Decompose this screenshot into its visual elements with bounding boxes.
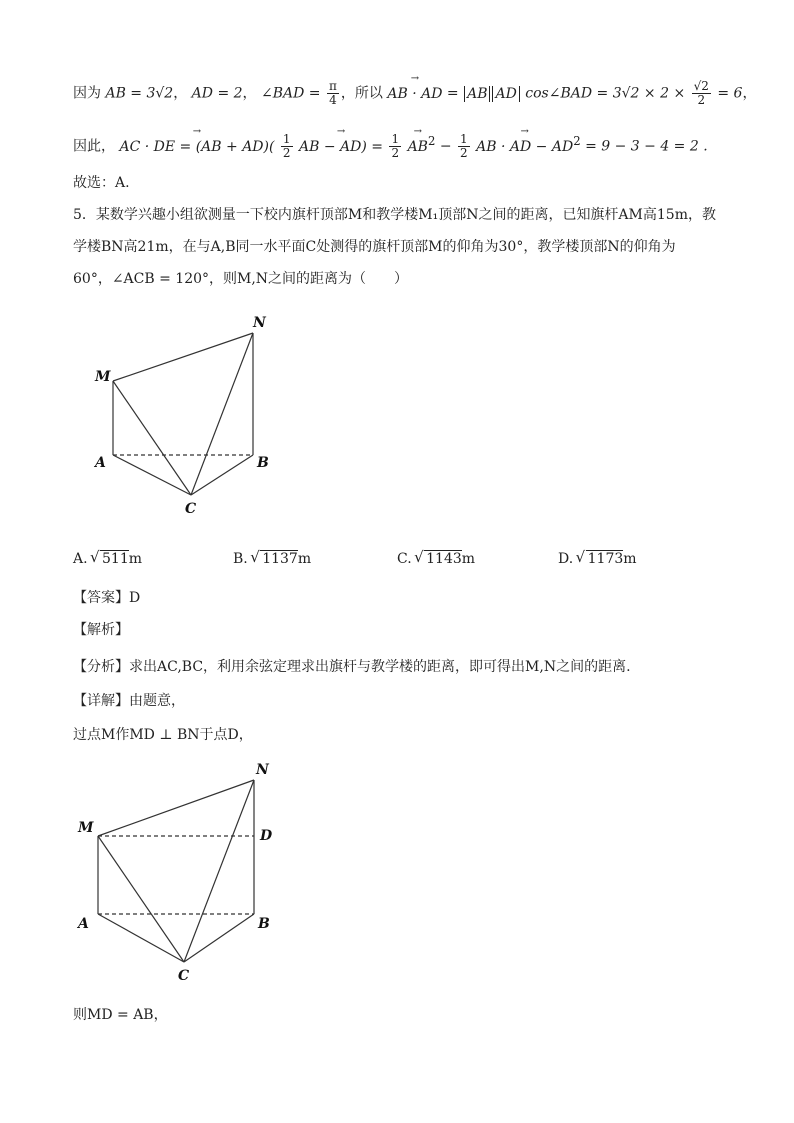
math-ad: AD = 2 [191,85,243,102]
edge-mn [98,780,254,836]
label-b: B [257,455,269,471]
label-m: M [78,820,94,836]
analysis-tag: 【解析】 [73,622,129,638]
text: 因为 [73,85,101,102]
solution-line-2 [73,133,708,160]
choice-b[interactable] [233,550,311,567]
frac-den: 2 [697,93,706,107]
choice-value: √ 1137 [260,550,298,567]
edge-nc [184,780,254,962]
fraction-sqrt2-2 [692,80,711,107]
text: ， [742,85,757,102]
edge-nc [191,333,253,495]
choice-unit: m [297,551,312,567]
label-d: D [260,828,273,844]
math-cos: cos∠BAD = 3√2 × 2 × [525,85,686,102]
frac-num: 1 [282,132,291,146]
text: 因此， [73,138,115,155]
edge-ac [113,455,191,495]
edge-mc [98,836,184,962]
frac-den: 4 [329,93,337,107]
exponent: 2 [427,133,436,148]
question-5-line-1: 5．某数学兴趣小组欲测量一下校内旗杆顶部M和教学楼M₁顶部N之间的距离，已知旗杆AM高15m，教 [73,207,716,223]
answer-tag: 【答案】 [73,590,129,606]
fraction-half [458,133,470,160]
solution-line-1 [73,80,756,107]
fenxi-line: 【分析】求出AC,BC，利用余弦定理求出旗杆与教学楼的距离，即可得出M,N之间的距离. [73,659,631,675]
figure-2 [70,752,290,992]
choice-letter: A. [73,551,88,567]
abs-ab: AB [464,86,490,102]
label-b: B [258,916,270,932]
question-5-line-2: 学楼BN高21m，在与A,B同一水平面C处测得的旗杆顶部M的仰角为30°，教学楼顶部N的仰角为 [73,239,676,255]
frac-num: 1 [391,132,400,146]
frac-den: 2 [282,146,291,160]
answer-line: 故选：A. [73,175,130,191]
text: ， [242,85,257,102]
text: ， [173,85,188,102]
answer-section [73,587,140,607]
choice-letter: B. [233,551,248,567]
choice-unit: m [461,551,476,567]
math-ab: AB = 3√2 [105,85,174,102]
answer-value: D [129,590,141,606]
edge-bc [191,455,253,495]
edge-mn [113,333,253,381]
exponent: 2 [573,133,581,148]
math-result: = 9 − 3 − 4 = 2 . [585,138,708,155]
choice-value: √ 1143 [424,550,462,567]
math-ab: → AB [408,139,428,155]
choice-d[interactable] [558,550,637,567]
label-n: N [253,315,266,331]
frac-den: 2 [460,146,468,160]
construct-line: 过点M作MD ⊥ BN于点D， [73,727,253,743]
math-ab-ad: → AB · AD − AD [476,139,573,155]
frac-num: 1 [460,132,468,146]
label-a: A [95,455,106,471]
edge-bc [184,914,254,962]
choice-value: √ 1173 [586,550,624,567]
fraction-pi-4 [327,80,339,107]
xiangjie-line: 【详解】由题意， [73,693,185,709]
text: ，所以 [340,85,383,102]
choice-value: √ 511 [100,550,129,567]
frac-num: √2 [693,79,709,93]
choice-c[interactable] [397,550,475,567]
text: = [446,85,459,102]
label-m: M [95,369,111,385]
fraction-half [389,133,401,160]
math-lhs: → AC · DE = (AB + AD)( [119,139,274,155]
figure-1 [85,305,285,525]
choice-a[interactable] [73,550,142,567]
last-line: 则MD = AB， [73,1007,168,1023]
frac-den: 2 [391,146,400,160]
fraction-half [281,133,293,160]
choice-letter: D. [558,551,574,567]
math-dot: → AB · AD [387,86,442,102]
abs-ad: AD [492,86,519,102]
math-angle: ∠BAD = [261,85,321,102]
label-c: C [178,968,190,984]
label-n: N [256,762,269,778]
text: − [439,138,452,155]
question-5-line-3: 60°，∠ACB = 120°，则M,N之间的距离为（ ） [73,271,409,287]
choice-unit: m [623,551,637,567]
choice-letter: C. [397,551,412,567]
label-c: C [185,501,197,517]
label-a: A [78,916,89,932]
math-mid: → AB − AD) = [299,139,383,155]
edge-mc [113,381,191,495]
frac-num: π [329,79,337,93]
edge-ac [98,914,184,962]
math-result: = 6 [717,85,743,102]
choice-unit: m [128,551,143,567]
